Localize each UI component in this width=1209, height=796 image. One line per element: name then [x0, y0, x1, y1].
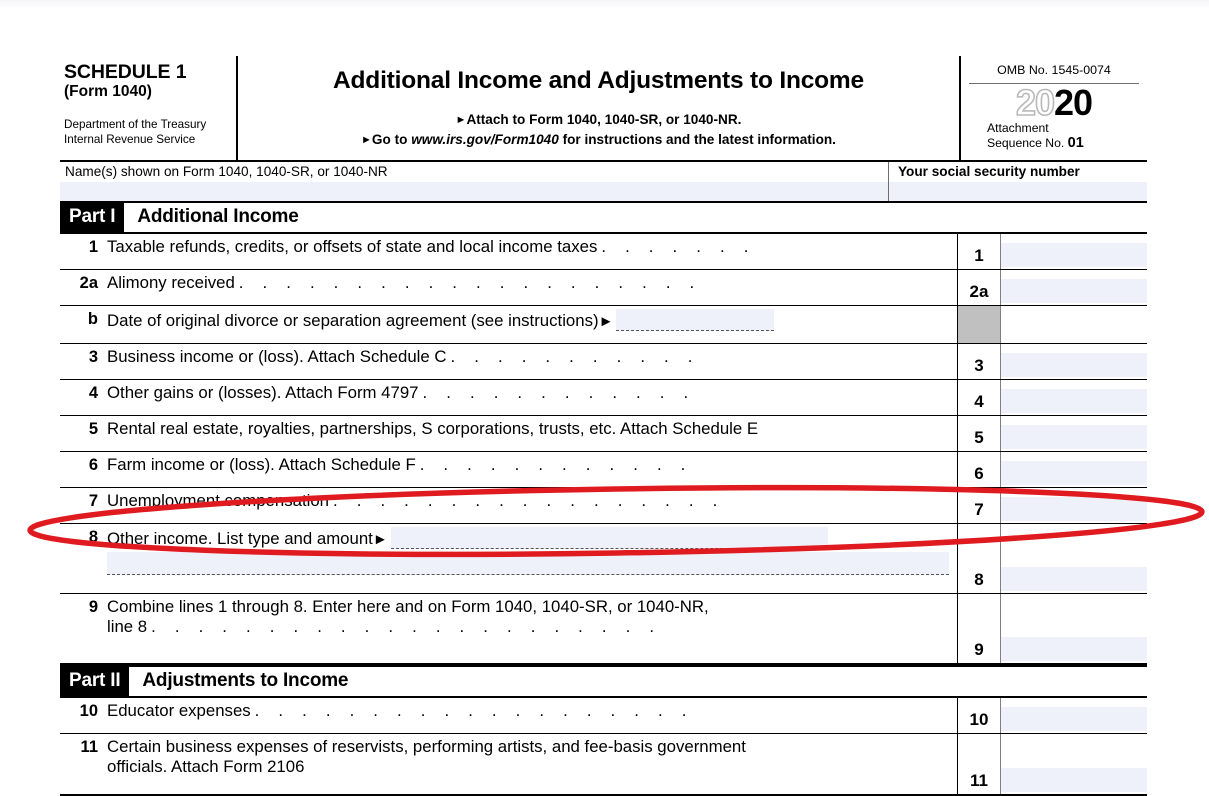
goto-suffix: for instructions and the latest information. — [562, 132, 836, 148]
name-cell — [60, 162, 889, 201]
ssn-input[interactable] — [889, 182, 1147, 201]
line-8-number: 8 — [88, 527, 98, 546]
line-7-number: 7 — [88, 491, 98, 510]
line-10-amount-input[interactable] — [1001, 707, 1147, 731]
line-8-box-number: 8 — [957, 524, 1001, 593]
line-4-amount-cell — [1001, 380, 1147, 415]
line-7-amount-input[interactable] — [1001, 497, 1147, 521]
line-2b-description — [107, 306, 957, 343]
tax-year-suffix: 20 — [1054, 82, 1093, 123]
part-1-banner — [60, 201, 1147, 234]
line-4-text: Other gains or (losses). Attach Form 4797 — [107, 382, 419, 402]
form-line-5 — [60, 415, 1147, 451]
schedule-1-form — [60, 56, 1147, 796]
form-line-7 — [60, 487, 1147, 523]
line-7-amount-cell — [1001, 488, 1147, 523]
form-line-6 — [60, 451, 1147, 487]
form-header — [60, 56, 1147, 160]
line-6-description — [107, 452, 957, 487]
line-8-amount-input[interactable] — [1001, 567, 1147, 591]
line-5-text: Rental real estate, royalties, partnerships, S corporations, trusts, etc. Attach Schedule E — [107, 418, 759, 438]
line-11-text-2-wrap — [107, 757, 953, 777]
form-line-9 — [60, 593, 1147, 663]
line-10-text: Educator expenses — [107, 700, 251, 720]
line-2a-text: Alimony received — [107, 272, 235, 292]
line-10-leader: . . . . . . . . . . . . . . . . . . . — [254, 700, 694, 720]
form-line-2a — [60, 269, 1147, 305]
attachment-label-line-1: Attachment — [987, 120, 1049, 135]
line-4-number: 4 — [88, 383, 98, 402]
line-6-text: Farm income or (loss). Attach Schedule F — [107, 454, 416, 474]
line-2b-box-shaded — [957, 306, 1001, 343]
attachment-seq-number: 01 — [1067, 135, 1084, 152]
form-line-4 — [60, 379, 1147, 415]
line-8-amount-cell — [1001, 524, 1147, 593]
line-7-box-number: 7 — [957, 488, 1001, 523]
attachment-sequence — [961, 121, 1147, 153]
triangle-bullet-icon-2: ► — [361, 134, 371, 147]
part-1-lines — [60, 234, 1147, 665]
line-2b-date-input[interactable] — [616, 309, 774, 331]
line-4-leader: . . . . . . . . . . . . — [422, 382, 696, 402]
triangle-marker-icon: ► — [598, 312, 613, 330]
line-5-number: 5 — [88, 419, 98, 438]
top-grey-band — [0, 0, 1209, 9]
schedule-subtitle: (Form 1040) — [64, 83, 152, 101]
header-center-block — [238, 56, 961, 160]
header-right-block — [961, 56, 1147, 160]
triangle-bullet-icon: ► — [455, 113, 466, 126]
line-1-box-number: 1 — [957, 234, 1001, 269]
line-11-number: 11 — [80, 737, 98, 756]
line-6-number: 6 — [88, 455, 98, 474]
line-4-box-number: 4 — [957, 380, 1001, 415]
line-1-text: Taxable refunds, credits, or offsets of state and local income taxes — [107, 236, 598, 256]
line-7-description — [107, 488, 957, 523]
part-1-label: Part I — [60, 203, 124, 232]
line-3-box-number: 3 — [957, 344, 1001, 379]
line-11-description — [107, 734, 957, 794]
part-2-label: Part II — [60, 667, 129, 696]
line-2a-number: 2a — [79, 273, 98, 292]
line-11-text-2: officials. Attach Form 2106 — [107, 757, 305, 777]
triangle-marker-icon-8: ► — [372, 530, 387, 548]
header-left-block — [60, 56, 238, 160]
line-5-description — [107, 416, 957, 451]
line-9-description — [107, 594, 957, 663]
name-input[interactable] — [60, 182, 888, 201]
attach-instruction-text: Attach to Form 1040, 1040-SR, or 1040-NR. — [466, 111, 742, 127]
schedule-title: SCHEDULE 1 — [64, 61, 187, 83]
line-6-box-number: 6 — [957, 452, 1001, 487]
form-title: Additional Income and Adjustments to Income — [333, 67, 864, 94]
line-6-amount-cell — [1001, 452, 1147, 487]
form-line-11 — [60, 733, 1147, 794]
goto-instruction — [244, 131, 953, 149]
name-ssn-row — [60, 160, 1147, 201]
line-1-number: 1 — [88, 237, 98, 256]
line-1-leader: . . . . . . . — [601, 236, 756, 256]
line-2a-description — [107, 270, 957, 305]
form-line-3 — [60, 343, 1147, 379]
form-line-2b — [60, 305, 1147, 343]
line-8-description — [107, 524, 957, 593]
department-block — [64, 118, 228, 148]
line-9-text: Combine lines 1 through 8. Enter here and on Form 1040, 1040-SR, or 1040-NR, — [107, 596, 709, 616]
omb-number: OMB No. 1545-0074 — [969, 56, 1139, 84]
tax-year — [961, 82, 1147, 123]
line-2a-leader: . . . . . . . . . . . . . . . . . . . . — [238, 272, 702, 292]
line-3-description — [107, 344, 957, 379]
line-3-amount-cell — [1001, 344, 1147, 379]
line-2b-number: b — [87, 309, 98, 328]
form-line-1 — [60, 234, 1147, 269]
line-2a-amount-cell — [1001, 270, 1147, 305]
line-9-amount-cell — [1001, 594, 1147, 663]
line-3-text: Business income or (loss). Attach Schedule C — [107, 346, 447, 366]
ssn-cell — [889, 162, 1147, 201]
line-7-text: Unemployment compensation — [107, 490, 329, 510]
line-3-leader: . . . . . . . . . . . — [450, 346, 700, 366]
line-5-amount-input[interactable] — [1001, 425, 1147, 449]
form-line-10 — [60, 698, 1147, 733]
line-2a-box-number: 2a — [957, 270, 1001, 305]
irs-url-link[interactable]: www.irs.gov/Form1040 — [411, 132, 559, 148]
line-3-number: 3 — [88, 347, 98, 366]
line-9-amount-input[interactable] — [1001, 637, 1147, 661]
line-10-number: 10 — [79, 701, 98, 720]
line-8-type-input-2[interactable] — [107, 552, 949, 575]
line-10-description — [107, 698, 957, 733]
line-1-description — [107, 234, 957, 269]
name-label: Name(s) shown on Form 1040, 1040-SR, or 1040-NR — [65, 164, 388, 179]
line-8-text: Other income. List type and amount — [107, 528, 373, 548]
line-2b-text: Date of original divorce or separation agreement (see instructions) — [107, 310, 599, 330]
line-9-text-2: line 8 — [107, 617, 148, 637]
line-1-amount-input[interactable] — [1001, 243, 1147, 267]
line-9-text-2-wrap — [107, 617, 953, 637]
line-9-leader: . . . . . . . . . . . . . . . . . . . . . . — [151, 617, 662, 637]
line-5-box-number: 5 — [957, 416, 1001, 451]
line-6-leader: . . . . . . . . . . . . — [419, 454, 693, 474]
line-10-amount-cell — [1001, 698, 1147, 733]
line-5-amount-cell — [1001, 416, 1147, 451]
part-2-lines — [60, 698, 1147, 796]
line-11-amount-cell — [1001, 734, 1147, 794]
attach-instruction — [244, 111, 953, 129]
line-9-box-number: 9 — [957, 594, 1001, 663]
line-2a-amount-input[interactable] — [1001, 279, 1147, 303]
goto-prefix: Go to — [371, 132, 408, 148]
form-line-8 — [60, 523, 1147, 593]
attachment-seq-text: Sequence No. — [987, 136, 1065, 151]
line-3-amount-input[interactable] — [1001, 353, 1147, 377]
line-11-text: Certain business expenses of reservists, performing artists, and fee-basis government — [107, 736, 746, 756]
tax-year-century: 20 — [1015, 82, 1054, 123]
department-line-2: Internal Revenue Service — [64, 133, 196, 147]
part-2-title: Adjustments to Income — [142, 670, 349, 692]
line-11-amount-input[interactable] — [1001, 768, 1147, 792]
line-8-type-input[interactable] — [391, 527, 828, 549]
department-line-1: Department of the Treasury — [64, 118, 207, 132]
attachment-label-line-2 — [987, 135, 1147, 152]
line-4-amount-input[interactable] — [1001, 389, 1147, 413]
part-1-title: Additional Income — [137, 206, 299, 228]
line-9-number: 9 — [88, 597, 98, 616]
line-2b-amount-cell — [1001, 306, 1147, 343]
ssn-label: Your social security number — [898, 164, 1080, 179]
line-11-box-number: 11 — [957, 734, 1001, 794]
line-7-leader: . . . . . . . . . . . . . . . . . — [333, 490, 725, 510]
line-4-description — [107, 380, 957, 415]
line-1-amount-cell — [1001, 234, 1147, 269]
part-2-banner — [60, 665, 1147, 698]
line-10-box-number: 10 — [957, 698, 1001, 733]
line-6-amount-input[interactable] — [1001, 461, 1147, 485]
line-2b-amount-blocked — [1001, 317, 1147, 341]
